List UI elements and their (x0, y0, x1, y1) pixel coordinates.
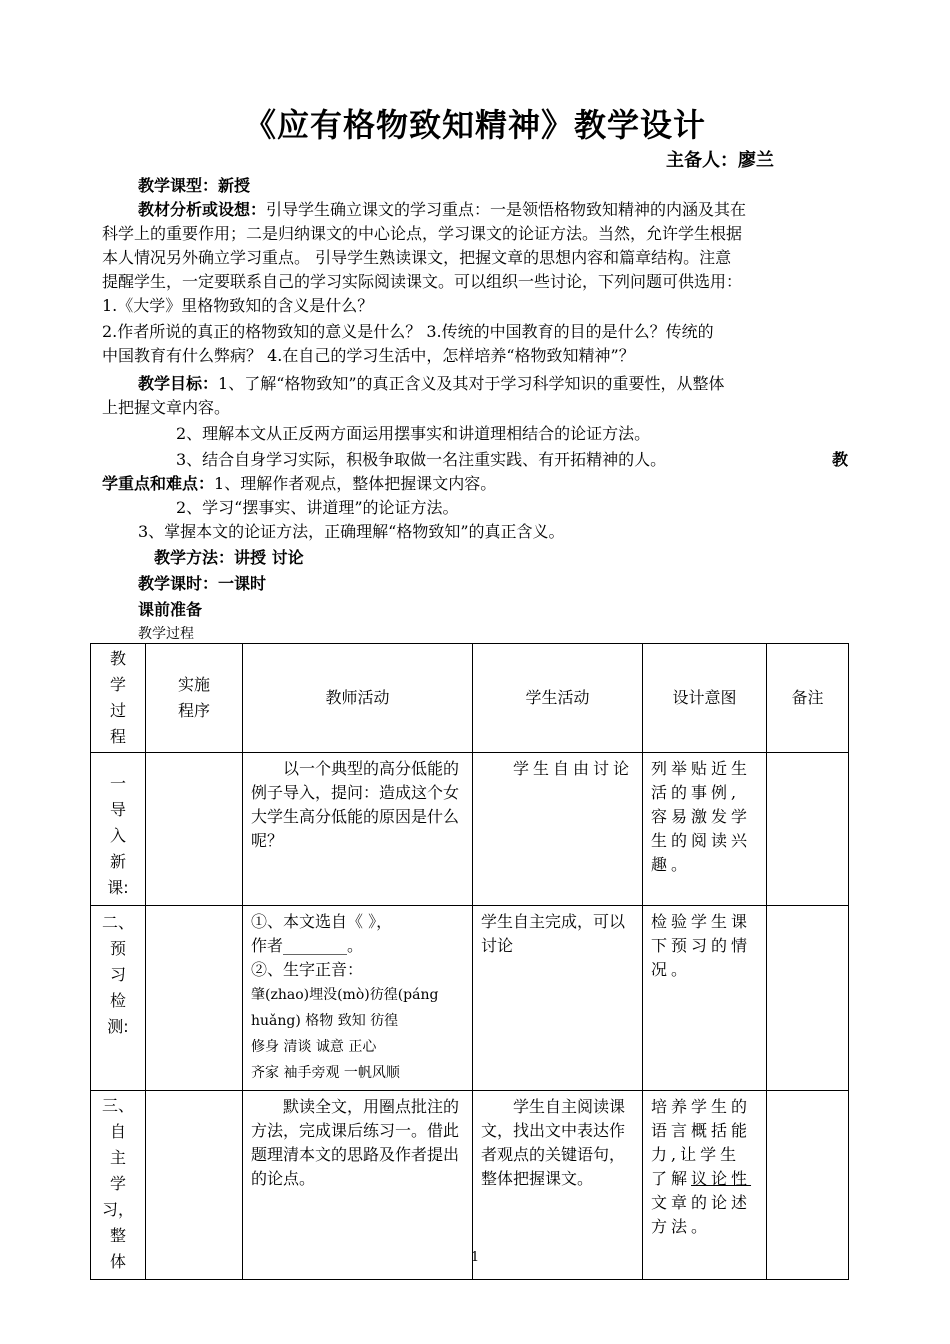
procedure-cell (146, 906, 243, 1091)
teacher-cell: 默读全文，用圈点批注的方法，完成课后练习一。借此题理清本文的思路及作者提出的论点。 (243, 1091, 473, 1280)
preparation: 课前准备 (138, 600, 203, 619)
table-row (91, 753, 849, 906)
goals-line-1b: 上把握文章内容。 (102, 398, 231, 417)
teaching-method: 教学方法：讲授 讨论 (154, 548, 304, 567)
analysis-line-2: 科学上的重要作用；二是归纳课文的中心论点，学习课文的论证方法。当然，允许学生根据 (102, 224, 743, 243)
process-table (90, 643, 849, 1280)
header-teacher: 教师活动 (243, 644, 473, 753)
analysis-line-4: 提醒学生，一定要联系自己的学习实际阅读课文。可以组织一些讨论，下列问题可供选用： (102, 272, 743, 291)
process-label: 教学过程 (138, 626, 194, 642)
student-cell: 学生自主完成，可以讨论 (473, 906, 643, 1091)
question-3-4: 中国教育有什么弊病？ 4.在自己的学习生活中，怎样培养“格物致知精神”？ (102, 346, 635, 365)
intent-cell: 培养学生的语言概括能力,让学生了解议论性文章的论述方法。 (643, 1091, 767, 1280)
goals-line-2: 2、理解本文从正反两方面运用摆事实和讲道理相结合的论证方法。 (176, 424, 651, 443)
student-cell: 学生自由讨论 (473, 753, 643, 906)
header-procedure: 实施 程序 (146, 644, 243, 753)
intent-cell: 列举贴近生活的事例,容易激发学生的阅读兴趣。 (643, 753, 767, 906)
analysis-line-3: 本人情况另外确立学习重点。 引导学生熟读课文，把握文章的思想内容和篇章结构。注意 (102, 248, 732, 267)
question-1: 1.《大学》里格物致知的含义是什么？ (102, 296, 374, 315)
key-label-start: 教 (832, 450, 849, 469)
doc-title: 《应有格物致知精神》教学设计 (243, 106, 706, 144)
analysis-line-1: 教材分析或设想：引导学生确立课文的学习重点：一是领悟格物致知精神的内涵及其在 (138, 200, 747, 219)
procedure-cell (146, 753, 243, 906)
key-line-2: 2、学习“摆事实、讲道理”的论证方法。 (176, 498, 459, 517)
header-notes: 备注 (767, 644, 849, 753)
goals-line-3: 3、结合自身学习实际，积极争取做一名注重实践、有开拓精神的人。 (176, 450, 667, 469)
key-line-3: 3、掌握本文的论证方法，正确理解“格物致知”的真正含义。 (138, 522, 565, 541)
question-2-3: 2.作者所说的真正的格物致知的意义是什么？ 3.传统的中国教育的目的是什么？传统的 (102, 322, 714, 341)
stage-cell: 二、 预 习 检 测: (91, 906, 146, 1091)
stage-cell: 三、 自 主 学 习， 整 体 (91, 1091, 146, 1280)
intent-cell: 检验学生课下预习的情况。 (643, 906, 767, 1091)
goals-line-1: 教学目标：1、了解“格物致知”的真正含义及其对于学习科学知识的重要性，从整体 (138, 374, 725, 393)
header-intent: 设计意图 (643, 644, 767, 753)
student-cell: 学生自主阅读课文，找出文中表达作者观点的关键语句，整体把握课文。 (473, 1091, 643, 1280)
header-stage: 教 学 过 程 (91, 644, 146, 753)
course-type: 教学课型：新授 (138, 176, 251, 195)
table-header-row (91, 644, 849, 753)
header-student: 学生活动 (473, 644, 643, 753)
stage-cell: 一 导 入 新 课: (91, 753, 146, 906)
author-line: 主备人：廖兰 (666, 150, 774, 171)
table-row (91, 906, 849, 1091)
page-number: 1 (470, 1250, 480, 1265)
notes-cell (767, 906, 849, 1091)
notes-cell (767, 753, 849, 906)
teacher-cell: 以一个典型的高分低能的例子导入，提问：造成这个女大学生高分低能的原因是什么呢？ (243, 753, 473, 906)
key-line-1: 学重点和难点：1、理解作者观点，整体把握课文内容。 (102, 474, 497, 493)
teacher-cell: ①、本文选自《 》， 作者________。 ②、生字正音： 肇(zhao)埋没(mò)彷徨(páng huǎng) 格物 致知 彷徨 修身 清谈 诚意 正心 齐家 袖手旁观 一帆风顺 (243, 906, 473, 1091)
teaching-hours: 教学课时：一课时 (138, 574, 267, 593)
